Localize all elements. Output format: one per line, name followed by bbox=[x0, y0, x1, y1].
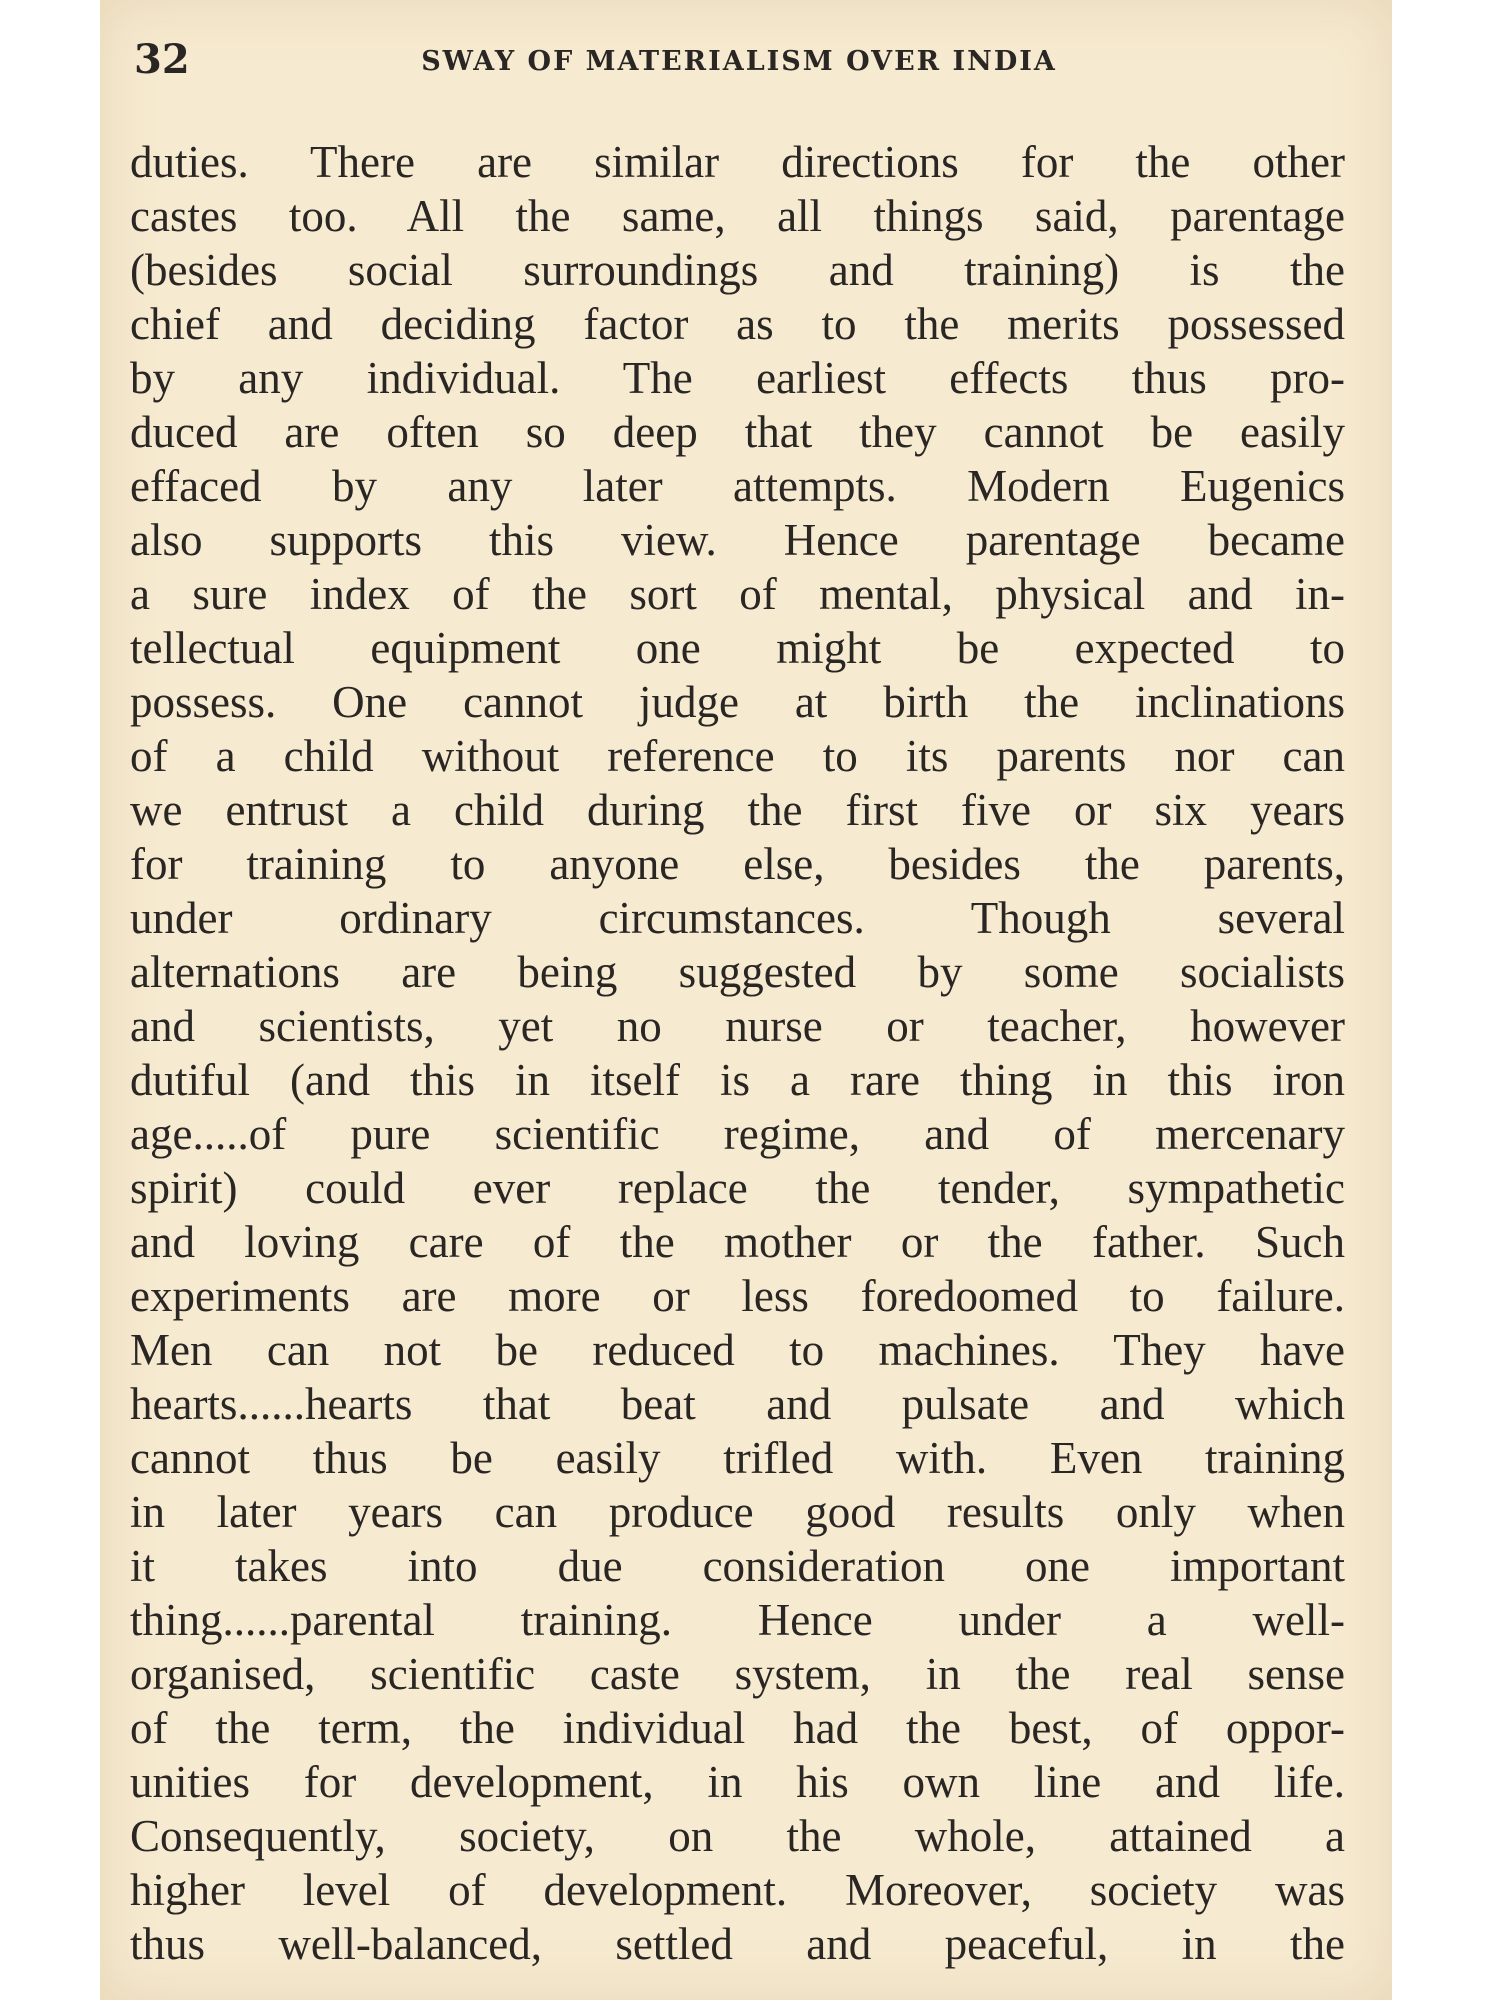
text-line: tellectual equipment one might be expected to bbox=[130, 623, 1345, 673]
text-line: dutiful (and this in itself is a rare thing in this iron bbox=[130, 1055, 1345, 1105]
body-text bbox=[130, 135, 1345, 1971]
page-number: 32 bbox=[134, 36, 190, 83]
text-line: a sure index of the sort of mental, physical and in- bbox=[130, 569, 1345, 619]
text-line: under ordinary circumstances. Though several bbox=[130, 893, 1345, 943]
text-line: hearts......hearts that beat and pulsate and which bbox=[130, 1379, 1345, 1429]
text-line: it takes into due consideration one important bbox=[130, 1541, 1345, 1591]
text-line: Consequently, society, on the whole, attained a bbox=[130, 1811, 1345, 1861]
text-line: for training to anyone else, besides the parents, bbox=[130, 839, 1345, 889]
text-line: possess. One cannot judge at birth the inclinations bbox=[130, 677, 1345, 727]
text-line: experiments are more or less foredoomed to failure. bbox=[130, 1271, 1345, 1321]
text-line: Men can not be reduced to machines. They have bbox=[130, 1325, 1345, 1375]
text-line: alternations are being suggested by some socialists bbox=[130, 947, 1345, 997]
text-line: effaced by any later attempts. Modern Eugenics bbox=[130, 461, 1345, 511]
text-line: (besides social surroundings and training) is the bbox=[130, 245, 1345, 295]
text-line: unities for development, in his own line and life. bbox=[130, 1757, 1345, 1807]
text-line: of the term, the individual had the best, of oppor- bbox=[130, 1703, 1345, 1753]
text-line: higher level of development. Moreover, society was bbox=[130, 1865, 1345, 1915]
text-line: duced are often so deep that they cannot be easily bbox=[130, 407, 1345, 457]
text-line: also supports this view. Hence parentage became bbox=[130, 515, 1345, 565]
text-line: castes too. All the same, all things said, parentage bbox=[130, 191, 1345, 241]
text-line: chief and deciding factor as to the merits possessed bbox=[130, 299, 1345, 349]
text-line: and loving care of the mother or the father. Such bbox=[130, 1217, 1345, 1267]
text-line: of a child without reference to its parents nor can bbox=[130, 731, 1345, 781]
text-line: thus well-balanced, settled and peaceful, in the bbox=[130, 1919, 1345, 1969]
book-page bbox=[100, 0, 1392, 2000]
text-line: by any individual. The earliest effects thus pro- bbox=[130, 353, 1345, 403]
text-line: spirit) could ever replace the tender, sympathetic bbox=[130, 1163, 1345, 1213]
text-line: and scientists, yet no nurse or teacher, however bbox=[130, 1001, 1345, 1051]
running-head: SWAY OF MATERIALISM OVER INDIA bbox=[421, 46, 1057, 77]
page-header bbox=[134, 34, 1344, 94]
text-line: age.....of pure scientific regime, and of mercenary bbox=[130, 1109, 1345, 1159]
text-line: in later years can produce good results only when bbox=[130, 1487, 1345, 1537]
text-line: cannot thus be easily trifled with. Even training bbox=[130, 1433, 1345, 1483]
text-line: thing......parental training. Hence under a well- bbox=[130, 1595, 1345, 1645]
text-line: duties. There are similar directions for the other bbox=[130, 137, 1345, 187]
text-line: organised, scientific caste system, in the real sense bbox=[130, 1649, 1345, 1699]
text-line: we entrust a child during the first five or six years bbox=[130, 785, 1345, 835]
